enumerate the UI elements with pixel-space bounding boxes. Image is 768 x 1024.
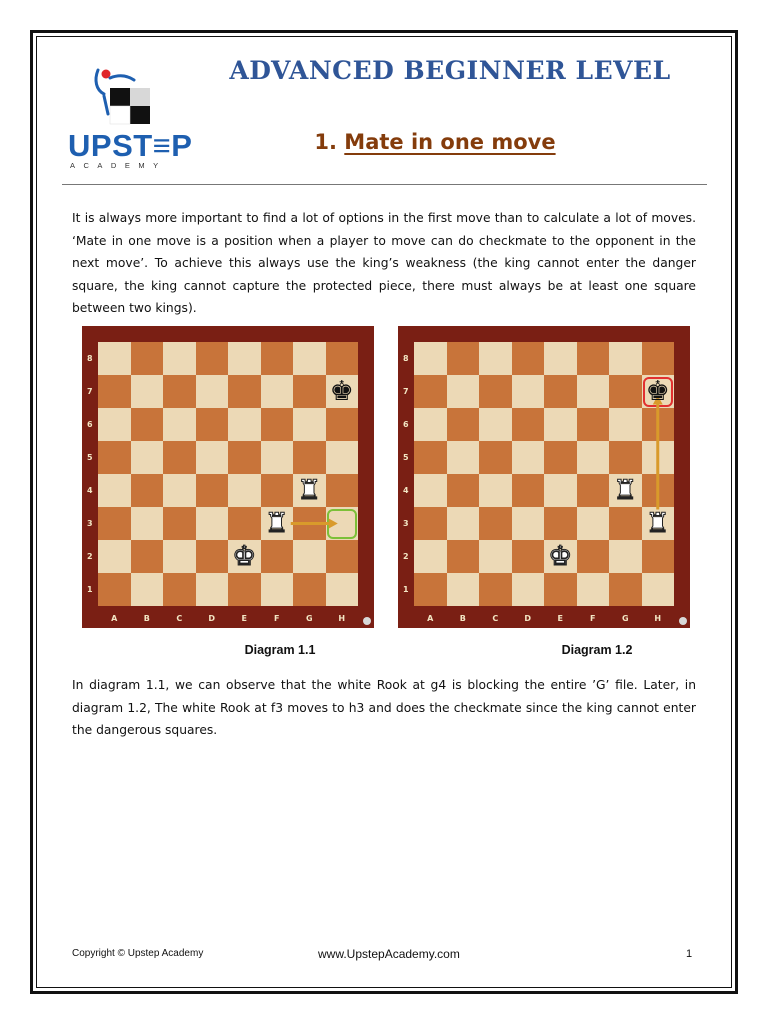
file-label: G [305,614,313,623]
footer-page-number: 1 [686,948,693,960]
board-corner-dot-icon [679,617,687,625]
file-label: E [241,614,247,623]
rank-label: 2 [403,552,409,561]
file-label: H [338,614,346,623]
logo-wordmark: UPST≡P [68,128,193,163]
rank-label: 1 [87,585,93,594]
file-label: F [274,614,280,623]
rank-label: 2 [87,552,93,561]
rank-label: 5 [87,453,93,462]
rank-label: 4 [403,486,409,495]
board-corner-dot-icon [363,617,371,625]
explanation-paragraph: In diagram 1.1, we can observe that the white Rook at g4 is blocking the entire ’G’ file. Later, in diagram 1.2, The white Rook at f3 moves to h3 and does the checkmate since the king cannot enter the dangerous squares. [72,678,696,737]
white-king-icon: ♚ [548,541,573,572]
white-rook-icon: ♜ [645,508,670,539]
diagram-caption-2: Diagram 1.2 [561,643,633,657]
rank-label: 5 [403,453,409,462]
chess-board-2 [398,326,690,628]
file-label: B [143,614,150,623]
board-grid [414,342,674,606]
black-king-icon: ♚ [645,376,670,407]
file-label: C [492,614,499,623]
file-label: C [176,614,183,623]
rank-label: 3 [403,519,409,528]
rank-label: 4 [87,486,93,495]
chess-board-1 [82,326,374,628]
arrow-head [329,519,338,529]
section-number: 1. [314,130,337,154]
white-rook-icon: ♜ [264,508,289,539]
white-rook-icon: ♜ [613,475,638,506]
intro-paragraph: It is always more important to find a lot of options in the first move than to calculate a lot of moves. ‘Mate in one move is a position when a player to move can do checkmate to the opponent in the next move’. To achieve this always use the king’s weakness (the king cannot enter the danger square, the king cannot capture the protected piece, there must always be at least one square between two kings). [72,211,696,315]
upstep-academy-logo [68,66,192,176]
board-grid [98,342,358,606]
rank-label: 7 [403,387,409,396]
rank-label: 3 [87,519,93,528]
file-label: D [524,614,532,623]
rank-label: 6 [403,420,409,429]
white-rook-icon: ♜ [297,475,322,506]
footer-copyright: Copyright © Upstep Academy [72,948,204,959]
logo-figure-icon [68,66,192,130]
section-title [220,130,650,154]
black-king-icon: ♚ [329,376,354,407]
section-title-text: Mate in one move [344,130,556,154]
file-label: A [111,614,118,623]
header-divider [62,184,707,185]
file-label: A [427,614,434,623]
file-label: F [590,614,596,623]
diagram-caption-1: Diagram 1.1 [244,643,316,657]
footer-website-link[interactable]: www.UpstepAcademy.com [318,947,460,961]
file-label: B [459,614,466,623]
rank-label: 8 [403,354,409,363]
logo-tagline: ACADEMY [70,161,167,170]
rank-label: 8 [87,354,93,363]
file-label: H [654,614,662,623]
white-king-icon: ♚ [232,541,257,572]
level-title: ADVANCED BEGINNER LEVEL [229,56,671,85]
file-label: G [621,614,629,623]
file-label: D [208,614,216,623]
rank-label: 1 [403,585,409,594]
rank-label: 7 [87,387,93,396]
file-label: E [557,614,563,623]
rank-label: 6 [87,420,93,429]
